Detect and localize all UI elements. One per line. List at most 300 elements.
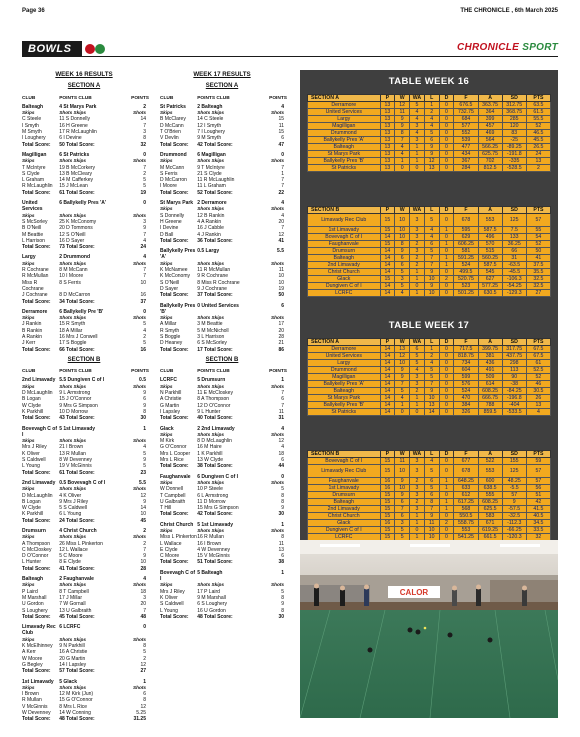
match-subhead-cell: Shots — [132, 684, 146, 690]
match-subhead-cell: Shots Skips — [59, 158, 87, 164]
stat-cell: -528.5 — [502, 165, 526, 172]
stat-cell: 583 — [478, 513, 502, 520]
rink-row-cell: 4 — [281, 444, 284, 451]
match-total-cell: Total Score: — [22, 141, 51, 148]
stat-cell: 14 — [380, 269, 395, 276]
stat-cell: 24 — [526, 151, 550, 158]
match-total-cell: 24 Total Score: — [59, 517, 95, 524]
stat-cell: 2 — [410, 478, 425, 485]
match-total — [160, 190, 284, 196]
match-total-cell: Total Score: — [22, 298, 51, 305]
table-row — [308, 492, 551, 499]
column-header: D — [439, 339, 454, 346]
stat-cell: 5 — [424, 485, 439, 492]
match-head-cell: 1 — [143, 425, 146, 432]
stat-cell: 2 — [410, 499, 425, 506]
match-result — [160, 426, 284, 470]
stat-cell: 6 — [395, 499, 410, 506]
rink-row-cell: G Martin — [160, 402, 180, 409]
rink-row-cell: 8 — [281, 492, 284, 499]
stat-cell: 5 — [410, 360, 425, 367]
stat-cell: 0 — [439, 465, 454, 478]
match-subhead-cell: Shots Skips — [197, 528, 225, 533]
rink-row-cell: L Graham — [22, 177, 45, 184]
rink-row-cell: A Christie — [160, 396, 182, 403]
rink-row-cell: 12 — [278, 231, 284, 238]
rink-row-cell: 16 J Cabble — [197, 225, 224, 232]
rink-row-cell: B Logan — [22, 498, 41, 505]
rink-row-cell: 26 Miss L Pinkerton — [59, 540, 103, 547]
stat-cell: 5 — [410, 102, 425, 109]
stat-cell: 61 — [526, 360, 550, 367]
match-head-cell: 4 — [143, 576, 146, 583]
match-head-cell: Derramore — [22, 308, 48, 315]
bowls-label: BOWLS — [22, 41, 82, 57]
match-subhead-cell: Skips — [160, 158, 173, 164]
stat-cell: 630.5 — [478, 290, 502, 297]
stat-cell: 676.5 — [454, 102, 478, 109]
chronicle-sport-logo — [457, 42, 558, 53]
stat-cell: 0 — [439, 123, 454, 130]
match-total — [22, 190, 146, 196]
stat-cell: 13 — [380, 165, 395, 172]
match-head-cell: 6 LCRFC — [59, 624, 81, 631]
rink-row-cell: 9 L Armstrong — [59, 390, 91, 397]
stat-cell: 1 — [439, 485, 454, 492]
match-head-cell: 0 — [281, 473, 284, 480]
rink-row-cell: W Clyde — [22, 505, 41, 512]
rink-row-cell: 4 — [281, 212, 284, 219]
stat-cell: 57 — [526, 465, 550, 478]
section-title: SECTION A — [67, 83, 101, 90]
column-header: SD — [502, 451, 526, 458]
column-header: W — [395, 207, 410, 214]
rink-row-cell: 21 I Brown — [59, 444, 84, 451]
rink-row-cell: D Ball — [160, 231, 174, 238]
column-header: SD — [502, 95, 526, 102]
stat-cell: -5.5 — [502, 485, 526, 492]
rink-row-cell: 7 W Gornall — [59, 601, 86, 608]
match-subhead-cell: Shots — [270, 431, 284, 437]
bowls-hall-photo — [300, 540, 558, 718]
rink-row-cell: 11 — [278, 122, 284, 129]
match-total — [22, 716, 146, 722]
match-total-cell: 48 Total Score: — [197, 613, 233, 620]
team-name: Magilligan — [308, 123, 381, 130]
table-row — [308, 165, 551, 172]
stat-cell: 1 — [410, 534, 425, 541]
stat-cell: 9 — [424, 283, 439, 290]
match-subhead-cell: Skips — [160, 479, 173, 485]
stat-cell: 45.5 — [526, 137, 550, 144]
rink-row-cell: R Mullan — [22, 697, 42, 704]
week16-results-column — [22, 71, 149, 727]
rink-row-cell: 8 Mrs L Rice — [59, 703, 88, 710]
match-subhead-cell: Shots Skips — [197, 315, 225, 321]
match-subhead-cell: Shots Skips — [59, 486, 87, 492]
rink-row-cell: J Kerr — [22, 340, 36, 347]
stat-cell: 10 — [424, 276, 439, 283]
stat-cell: 384 — [454, 402, 478, 409]
match-total-cell: 50 Total Score: — [59, 141, 95, 148]
stat-cell: 63.5 — [526, 102, 550, 109]
rink-row-cell: 12 S O'Neill — [59, 231, 86, 238]
stat-cell: 26.5 — [526, 144, 550, 151]
stat-cell: 6 — [395, 513, 410, 520]
table-row — [308, 485, 551, 492]
stat-cell: 381 — [478, 353, 502, 360]
results-header-cell: CLUB — [22, 95, 36, 101]
rink-row-cell: 7 — [281, 390, 284, 397]
match-head-cell: Ballykelly Pres 'B' — [160, 302, 196, 315]
match-total-cell: 30 — [278, 613, 284, 620]
match-head-cell: Drummond — [160, 151, 187, 158]
table-row — [308, 409, 551, 416]
rink-row-cell: C McCloskey — [22, 546, 52, 553]
rink-row-cell: Mrs J Riley — [22, 444, 47, 451]
rink-row-cell: 9 Mrs J Riley — [59, 498, 89, 505]
stat-cell: 2 — [424, 109, 439, 116]
rink-row-cell: 17 S Boggle — [59, 340, 87, 347]
stat-cell: 0 — [439, 269, 454, 276]
week17-results-column — [160, 71, 287, 624]
stat-cell: 15 — [380, 499, 395, 506]
stat-cell: -57.5 — [502, 506, 526, 513]
match-head-cell: 0 United Services — [197, 302, 239, 309]
team-name: Balteagh — [308, 144, 381, 151]
stat-cell: 13 — [526, 158, 550, 165]
rink-row-cell: S Boggle — [160, 333, 181, 340]
rink-row-cell: I Loughery — [22, 135, 46, 142]
match-total — [22, 566, 146, 572]
stat-cell: -25 — [502, 137, 526, 144]
team-name: 1st Limavady — [308, 485, 381, 492]
rink-row-cell: 6 L Young — [59, 511, 82, 518]
stat-cell: 4 — [424, 227, 439, 234]
table-row — [308, 506, 551, 513]
column-header: P — [380, 95, 395, 102]
match-subhead-cell: Skips — [160, 383, 173, 389]
stat-cell: -38 — [502, 381, 526, 388]
stat-cell: 9 — [395, 123, 410, 130]
rink-row-cell: 4 — [143, 444, 146, 451]
match-result — [22, 426, 146, 476]
match-total-cell: 31 — [278, 415, 284, 422]
rink-row-cell: 4 — [143, 237, 146, 244]
rink-row-cell: 13 B McCleary — [59, 170, 92, 177]
match-total-cell: 61 Total Score: — [59, 469, 95, 476]
stat-cell: 9 — [395, 492, 410, 499]
column-header: SD — [502, 339, 526, 346]
match-total-cell: Total Score: — [160, 463, 189, 470]
team-name: Drumsurn — [308, 492, 381, 499]
match-head-cell: 0.5 — [139, 377, 146, 384]
stat-cell: 14 — [380, 388, 395, 395]
match-head-cell: 2 — [143, 103, 146, 110]
match-total-cell: Total Score: — [160, 511, 189, 518]
match-total-cell: 41 — [278, 237, 284, 244]
match-total — [22, 470, 146, 476]
rink-row-cell: 8 A Thompson — [197, 396, 230, 403]
rink-row-cell: Mrs L Cooper — [160, 450, 191, 457]
rink-row-cell: 9 — [143, 498, 146, 505]
column-header: P — [380, 207, 395, 214]
stat-cell: 50 — [526, 248, 550, 255]
match-total-cell: Total Score: — [160, 559, 189, 566]
rink-row-cell: I Lapsley — [160, 408, 181, 415]
week16-title: WEEK 16 RESULTS — [55, 71, 113, 78]
match-subhead-cell: Skips — [22, 486, 35, 492]
rink-row-cell: 9 Mrs G Simpson — [59, 402, 98, 409]
rink-row-cell: 6 — [281, 396, 284, 403]
stat-cell: 2 — [439, 520, 454, 527]
stat-cell: 10 — [424, 395, 439, 402]
rink-row-cell: 6 — [281, 457, 284, 464]
stat-cell: 13 — [380, 123, 395, 130]
match-total-cell: 44 — [278, 463, 284, 470]
rink-row-cell: 9 — [143, 225, 146, 232]
rink-row-cell: 2 — [143, 655, 146, 662]
match-subhead-cell: Shots — [270, 479, 284, 485]
stat-cell: 1 — [410, 402, 425, 409]
stat-cell: 15 — [380, 513, 395, 520]
match-subhead-cell: Shots Skips — [59, 684, 87, 690]
stat-cell: 48.25 — [502, 478, 526, 485]
stat-cell: -63.5 — [502, 262, 526, 269]
table-row — [308, 395, 551, 402]
league-table-header — [308, 207, 551, 214]
stat-cell: 7.5 — [502, 227, 526, 234]
table-row — [308, 367, 551, 374]
stat-cell: 0 — [439, 144, 454, 151]
match-subhead-cell: Shots — [132, 110, 146, 116]
rink-row-cell: 4 W Devenney — [197, 546, 230, 553]
stat-cell: 15 — [380, 241, 395, 248]
rink-row-cell: 9 M Marshall — [197, 594, 226, 601]
results-header-cell: POINTS CLUB — [197, 95, 230, 101]
match-subhead-cell: Shots Skips — [197, 260, 225, 266]
stat-cell: 14 — [380, 381, 395, 388]
rink-row-cell: 6 S McSorley — [197, 340, 227, 347]
match-result — [22, 679, 146, 723]
page-number: Page 36 — [22, 8, 45, 14]
stat-cell: 2 — [410, 388, 425, 395]
stat-cell: 14 — [380, 255, 395, 262]
rink-row-cell: 7 — [143, 164, 146, 171]
rink-row-cell: B Rankin — [22, 327, 43, 334]
table-row — [308, 234, 551, 241]
stat-cell: 3 — [410, 506, 425, 513]
stat-cell: 83 — [502, 130, 526, 137]
team-name: Glack — [308, 520, 381, 527]
rink-row-cell: 14 — [140, 505, 146, 512]
team-name: Largy — [308, 360, 381, 367]
match-total-cell: 16 — [140, 346, 146, 353]
rink-row-cell: A Kerr — [22, 649, 36, 656]
stat-cell: 0 — [439, 381, 454, 388]
stat-cell: 16 — [380, 485, 395, 492]
match-total-cell: 61 Total Score: — [59, 189, 95, 196]
stat-cell: 11 — [395, 109, 410, 116]
match-total-cell: 42 Total Score: — [197, 511, 233, 518]
match-total-cell: 36 Total Score: — [197, 237, 233, 244]
match-head-cell: 5.5 — [139, 479, 146, 486]
stat-cell: 0 — [439, 513, 454, 520]
stat-cell: 550.5 — [454, 513, 478, 520]
stat-cell: 14 — [380, 346, 395, 353]
rink-row-cell: 10 — [140, 279, 146, 286]
table-row — [308, 520, 551, 527]
table-row — [308, 116, 551, 123]
rink-row-cell: 28 — [278, 333, 284, 340]
team-name: Christ Church — [308, 269, 381, 276]
stat-cell: 155 — [502, 458, 526, 465]
match-subhead-cell: Shots — [132, 534, 146, 540]
rink-row-cell: 15 — [278, 129, 284, 136]
stat-cell: 8 — [395, 130, 410, 137]
match-head-cell: 5.5 Dungiven C of I — [59, 377, 105, 384]
rink-row-cell: 7 — [281, 183, 284, 190]
stat-cell: 496 — [478, 234, 502, 241]
table-row — [308, 346, 551, 353]
match-subhead-cell: Shots Skips — [197, 158, 225, 164]
match-head-cell: 2 2nd Limavady — [197, 425, 235, 432]
stat-cell: 5 — [395, 527, 410, 534]
stat-cell: -106.3 — [502, 276, 526, 283]
stat-cell: 1 — [439, 255, 454, 262]
match-head-cell: Bovevagh C of I — [160, 569, 196, 583]
rink-row-cell: 5 C Moore — [59, 553, 83, 560]
league-table — [307, 206, 551, 297]
stat-cell: 15 — [380, 506, 395, 513]
match-total — [22, 142, 146, 148]
results-header — [22, 369, 149, 375]
stat-cell: 553 — [478, 465, 502, 478]
match-subhead-cell: Shots Skips — [59, 110, 87, 116]
column-header: SECTION A — [308, 339, 381, 346]
stat-cell: 11 — [424, 520, 439, 527]
stat-cell: 0 — [439, 116, 454, 123]
stat-cell: 10 — [424, 534, 439, 541]
rink-row-cell: B Logan — [22, 396, 41, 403]
stat-cell: 0 — [410, 165, 425, 172]
stat-cell: 10 — [395, 360, 410, 367]
stat-cell: 684 — [454, 116, 478, 123]
stat-cell: 560.25 — [478, 255, 502, 262]
match-head-cell: St Patricks — [160, 103, 186, 110]
stat-cell: 27 — [526, 290, 550, 297]
stat-cell: 32.5 — [526, 283, 550, 290]
match-subhead-cell: Shots Skips — [59, 438, 87, 444]
stat-cell: -54.25 — [502, 283, 526, 290]
stat-cell: 608.25 — [478, 388, 502, 395]
stat-cell: 14 — [380, 262, 395, 269]
stat-cell: 732.75 — [454, 109, 478, 116]
stat-cell: 595 — [454, 227, 478, 234]
rink-row-cell: U Galbraith — [160, 498, 186, 505]
rink-row-cell: 8 E Clyde — [59, 559, 81, 566]
column-header: SECTION B — [308, 207, 381, 214]
brand-sport: SPORT — [522, 42, 558, 53]
team-name: Ballykelly Pres 'A' — [308, 381, 381, 388]
stat-cell: 627 — [478, 276, 502, 283]
rink-row-cell: 20 — [278, 327, 284, 334]
stat-cell: 477 — [454, 144, 478, 151]
stat-cell: 4 — [424, 123, 439, 130]
match-head — [22, 624, 146, 637]
stat-cell: 1 — [410, 269, 425, 276]
stat-cell: 606.25 — [454, 241, 478, 248]
match-total-cell: Total Score: — [160, 613, 189, 620]
stat-cell: 13 — [526, 402, 550, 409]
match-head-cell: 0 — [281, 151, 284, 158]
stat-cell: 570 — [478, 241, 502, 248]
column-header: P — [380, 451, 395, 458]
rink-row-cell: 3 M Beattie — [197, 321, 223, 328]
table-row — [308, 137, 551, 144]
rink-row-cell: M Kirk — [160, 438, 175, 445]
table-row — [308, 402, 551, 409]
stat-cell: 13 — [424, 402, 439, 409]
stat-cell: 677 — [454, 458, 478, 465]
stat-cell: 9 — [395, 367, 410, 374]
rink-row-cell: 16 R Mullan — [197, 534, 224, 541]
stat-cell: 4 — [410, 109, 425, 116]
team-name: 2nd Limavady — [308, 262, 381, 269]
stat-cell: 509 — [478, 374, 502, 381]
photo-illustration — [300, 540, 558, 718]
stat-cell: 15 — [380, 465, 395, 478]
team-name: Limavady Rec Club — [308, 465, 381, 478]
stat-cell: 522 — [478, 458, 502, 465]
stat-cell: 9 — [395, 116, 410, 123]
stat-cell: 67.5 — [526, 353, 550, 360]
rink-row-cell: C Moore — [160, 553, 180, 560]
match-subhead-cell: Shots Skips — [197, 479, 225, 485]
rink-row-cell: 7 — [281, 225, 284, 232]
match-result — [160, 248, 284, 298]
match-head-cell: 0 — [143, 200, 146, 207]
column-header: SD — [502, 207, 526, 214]
match-head-cell: 1 — [281, 521, 284, 528]
stat-cell: 0 — [439, 492, 454, 499]
match-head-cell: Balteagh — [22, 576, 44, 583]
stat-cell: 499.5 — [454, 269, 478, 276]
stat-cell: 0 — [439, 158, 454, 165]
team-name: 1st Limavady — [308, 227, 381, 234]
stat-cell: 3 — [410, 137, 425, 144]
match-head-cell: Limavady Rec Club — [22, 624, 56, 637]
match-result — [160, 303, 284, 353]
table-row — [308, 269, 551, 276]
rink-row-cell: 21 — [278, 340, 284, 347]
team-name: LCRFC — [308, 534, 381, 541]
rink-row-cell: T O'Brien — [160, 129, 181, 136]
stat-cell: 317.75 — [502, 346, 526, 353]
rink-row-cell: 8 D McCarron — [59, 292, 91, 299]
rink-row-cell: 1 — [281, 170, 284, 177]
league-tables-panel — [300, 70, 558, 540]
stat-cell: 520.75 — [454, 276, 478, 283]
team-name: Glack — [308, 276, 381, 283]
stat-cell: 625.5 — [478, 506, 502, 513]
rink-row-cell: 7 — [281, 177, 284, 184]
stat-cell: 1 — [439, 241, 454, 248]
rink-row-cell: 2 — [143, 333, 146, 340]
stat-cell: 14 — [380, 290, 395, 297]
stat-cell: 9 — [424, 151, 439, 158]
rink-row-cell: L Wallace — [160, 540, 182, 547]
